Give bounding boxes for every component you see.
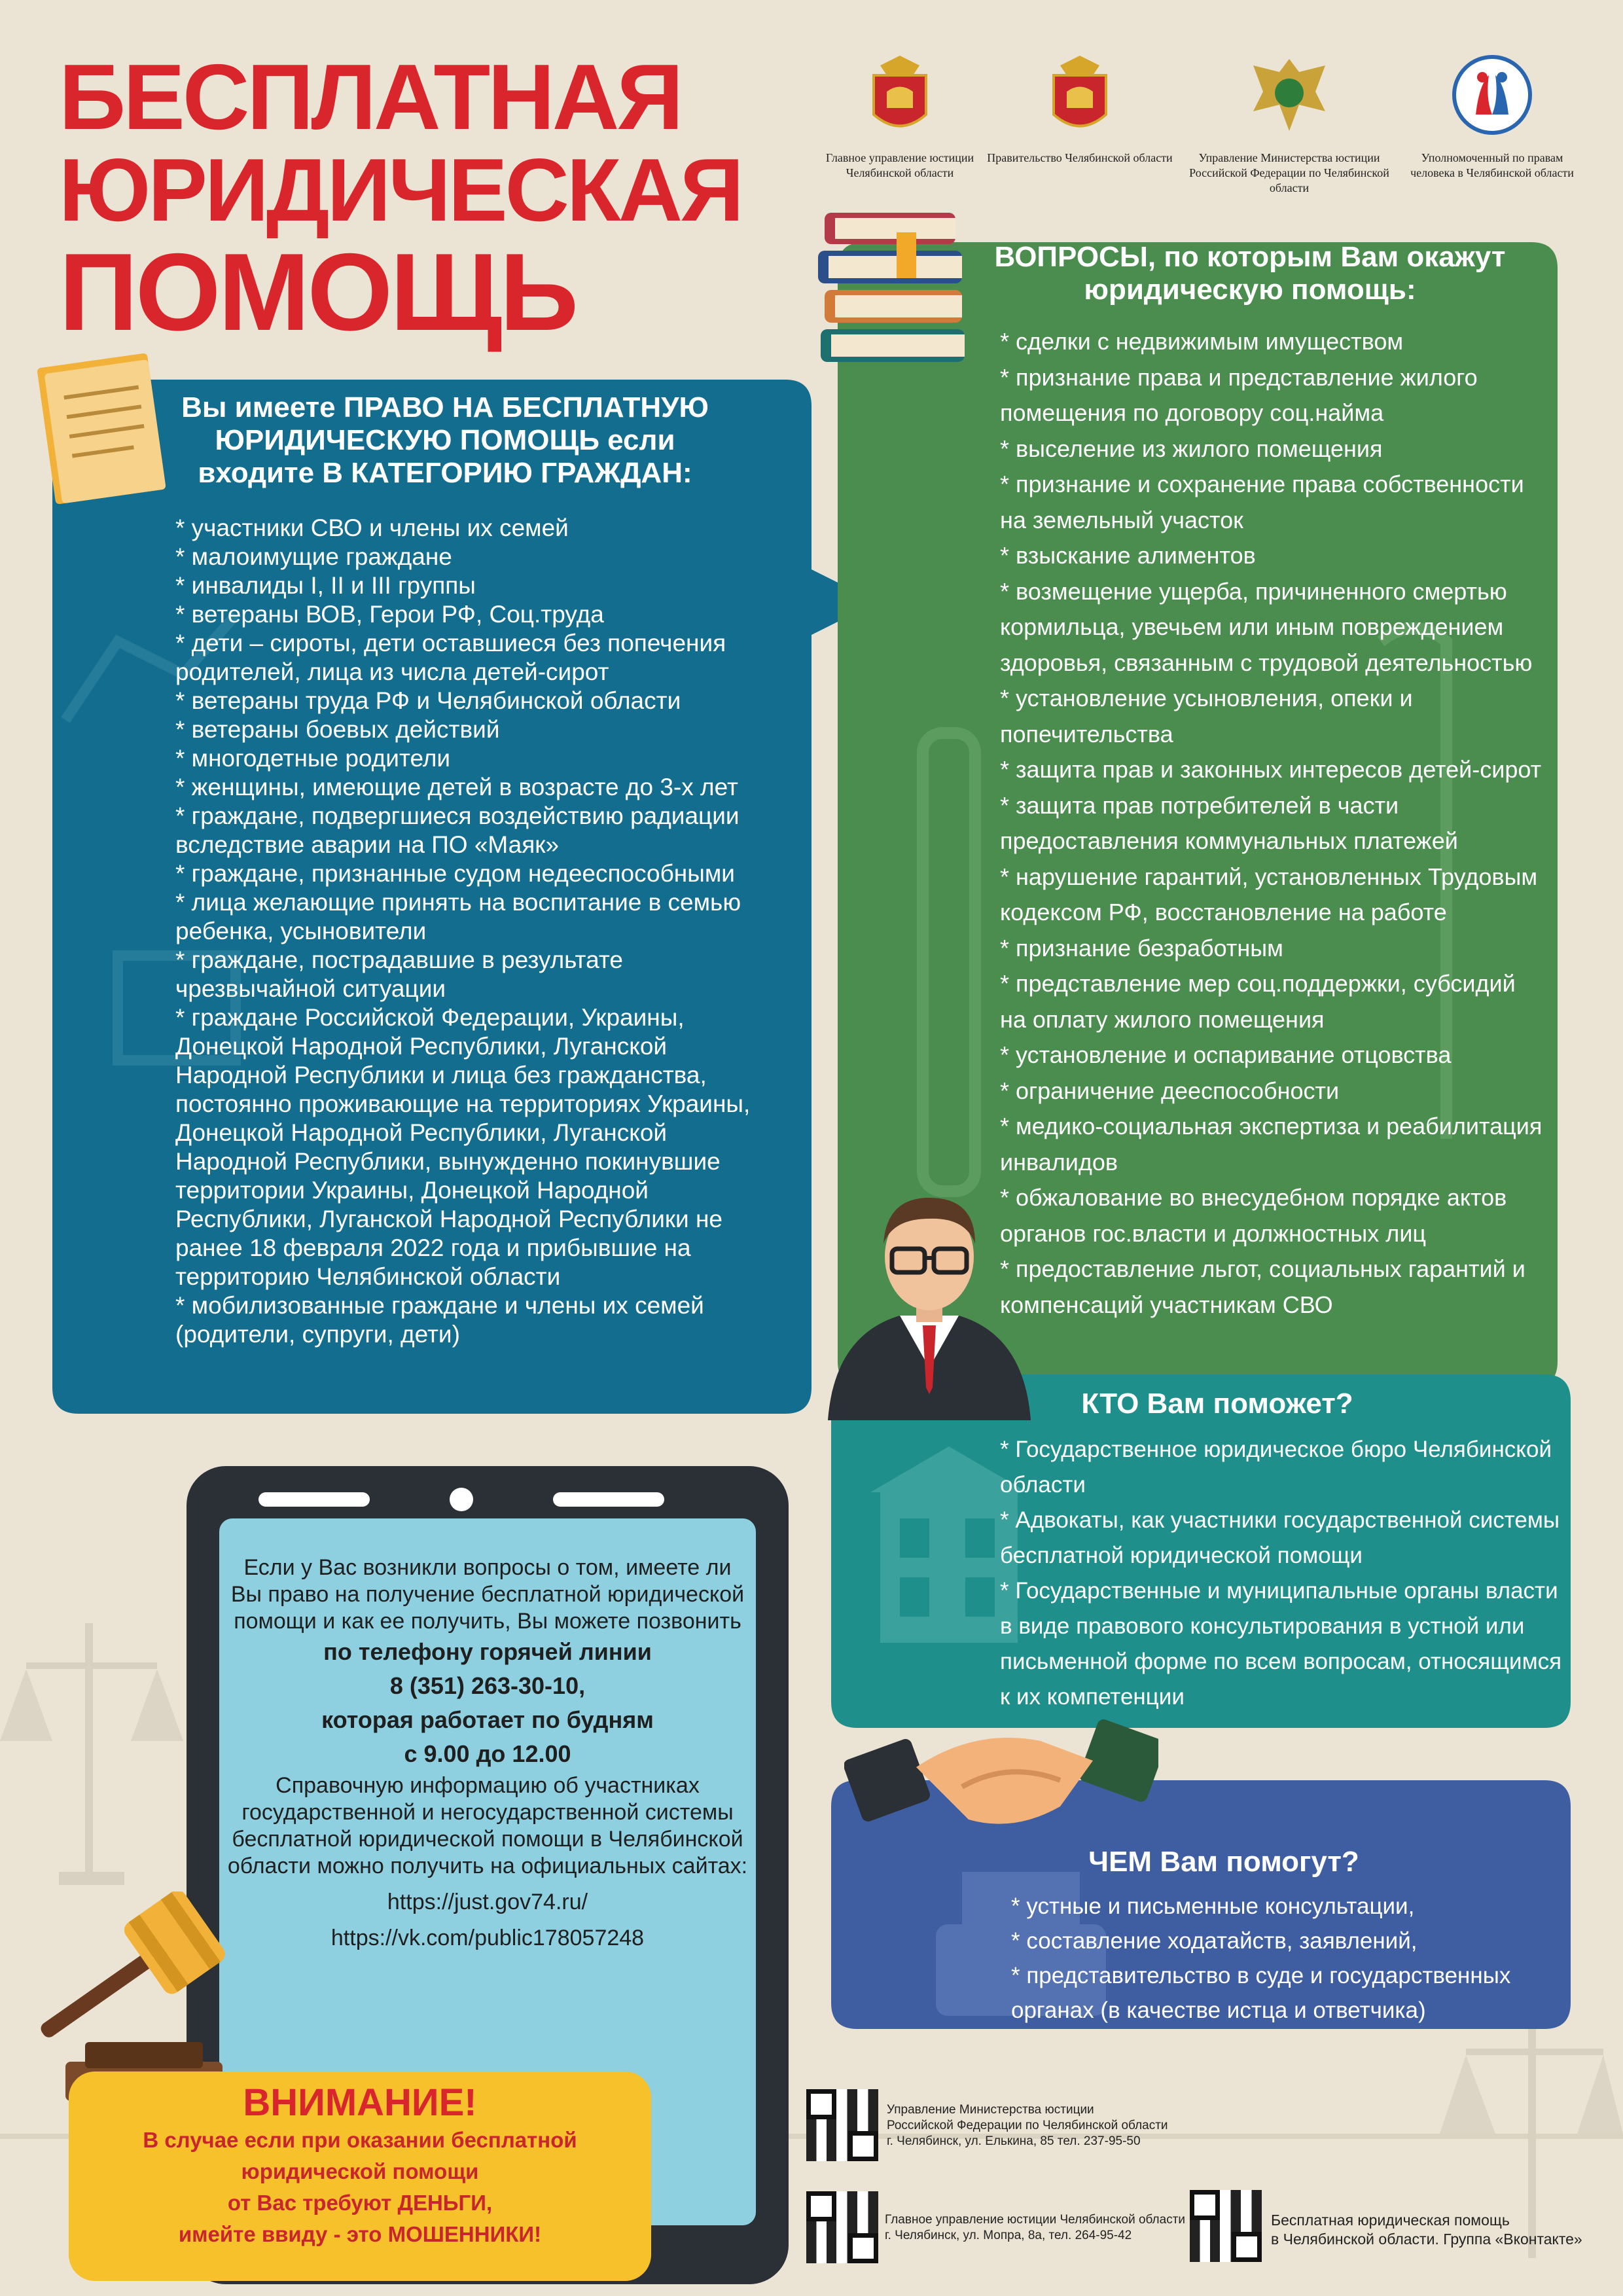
chelyabinsk-emblem-icon [1047,52,1113,137]
site-link-just[interactable]: https://just.gov74.ru/ [387,1890,588,1914]
logo-label: Главное управление юстиции Челябинской области [825,151,974,179]
list-item: * ветераны труда РФ и Челябинской области [175,687,681,714]
list-item: * представительство в суде и государственных органах (в качестве истца и ответчика) [1011,1963,1511,2023]
list-item: * Государственные и муниципальные органы власти в виде правового консультирования в устной или письменной форме по всем вопросам, относящимся к их компетенции [1000,1578,1562,1710]
hotline-hours: с 9.00 до 12.00 [404,1740,571,1767]
list-item: * ветераны ВОВ, Герои РФ, Соц.труда [175,601,604,628]
list-item: * составление ходатайств, заявлений, [1011,1928,1418,1954]
list-item: * защита прав и законных интересов детей-сирот [1000,756,1542,783]
logo-ombudsman [1400,52,1584,181]
title-line-1: БЕСПЛАТНАЯ [59,45,681,149]
minjust-eagle-icon [1247,52,1332,137]
list-item: * дети – сироты, дети оставшиеся без попечения родителей, лица из числа детей-сирот [175,630,726,685]
list-item: * мобилизованные граждане и члены их семей (родители, супруги, дети) [175,1292,704,1348]
document-icon [26,347,170,511]
logo-minjust [1171,52,1407,196]
logo-government [982,52,1178,166]
list-item: * возмещение ущерба, причиненного смертью кормильца, увечьем или иным повреждением здоровья, связанным с трудовой деятельностью [1000,577,1533,676]
title-line-2: ЮРИДИЧЕСКАЯ [59,140,741,240]
hotline-label: по телефону горячей линии [323,1638,652,1665]
contact-line: Главное управление юстиции Челябинской области [885,2213,1186,2227]
list-item: * представление мер соц.поддержки, субсидий на оплату жилого помещения [1000,970,1516,1033]
list-item: * Государственное юридическое бюро Челябинской области [1000,1437,1552,1498]
contact-line: г. Челябинск, ул. Мопра, 8а, тел. 264-95-42 [885,2229,1132,2242]
books-icon [812,206,982,363]
what-heading: ЧЕМ Вам помогут? [1088,1846,1359,1878]
phone-screen-text [226,1554,749,1952]
list-item: * граждане Российской Федерации, Украины, Донецкой Народной Республики, Луганской Народной Республики и лица без гражданства, постоянно проживающие на территориях Украины, Донецкой Народной Республики, Луганской Народной Республики, вынужденно покинувшие территории Украины, Донецкой Народной Республики, Луганской Народной Республики не ранее 18 февраля 2022 года и прибывшие на территорию Челябинской области [175,1004,751,1290]
list-item: * установление и оспаривание отцовства [1000,1041,1452,1068]
list-item: * обжалование во внесудебном порядке актов органов гос.власти и должностных лиц [1000,1184,1507,1247]
warning-line-2: юридической помощи [241,2159,479,2183]
list-item: * малоимущие граждане [175,543,452,570]
contact-line: в Челябинской области. Группа «Вконтакте» [1271,2231,1582,2248]
list-item: * ветераны боевых действий [175,716,500,743]
contact-vk [1271,2211,1582,2249]
logo-label: Уполномоченный по правам человека в Челябинской области [1410,151,1574,179]
who-list [1000,1432,1563,1715]
contact-line: г. Челябинск, ул. Елькина, 85 тел. 237-95-50 [887,2134,1141,2148]
questions-heading: ВОПРОСЫ, по которым Вам окажут юридическую помощь: [994,241,1506,306]
list-item: * выселение из жилого помещения [1000,435,1383,462]
list-item: * Адвокаты, как участники государственной системы бесплатной юридической помощи [1000,1507,1560,1568]
rights-list [175,514,777,1349]
warning-content [69,2081,651,2250]
lawyer-illustration [821,1172,1037,1420]
warning-line-1: В случае если при оказании бесплатной [143,2128,577,2152]
list-item: * сделки с недвижимым имуществом [1000,328,1404,355]
hotline-schedule: которая работает по будням [321,1706,654,1733]
chelyabinsk-emblem-icon [867,52,933,137]
contact-line: Российской Федерации по Челябинской области [887,2119,1168,2132]
rights-heading: Вы имеете ПРАВО НА БЕСПЛАТНУЮ ЮРИДИЧЕСКУЮ ПОМОЩЬ если входите В КАТЕГОРИЮ ГРАЖДАН: [181,391,709,489]
list-item: * нарушение гарантий, установленных Трудовым кодексом РФ, восстановление на работе [1000,863,1538,925]
site-link-vk[interactable]: https://vk.com/public178057248 [330,1926,645,1950]
scales-icon [0,1623,183,1885]
phone-intro: Если у Вас возникли вопросы о том, имеете ли Вы право на получение бесплатной юридической помощи и как ее получить, Вы можете позвонить [230,1555,745,1634]
warning-line-4: имейте ввиду - это МОШЕННИКИ! [178,2222,542,2246]
list-item: * предоставление льгот, социальных гарантий и компенсаций участникам СВО [1000,1255,1525,1318]
list-item: * признание безработным [1000,934,1283,961]
list-item: * защита прав потребителей в части предоставления коммунальных платежей [1000,791,1458,854]
list-item: * многодетные родители [175,745,451,772]
warning-title: ВНИМАНИЕ! [243,2081,477,2124]
contact-justice-main [885,2212,1185,2244]
list-item: * взыскание алиментов [1000,542,1256,569]
hotline-number[interactable]: 8 (351) 263-30-10, [389,1672,586,1699]
list-item: * граждане, признанные судом недееспособными [175,860,735,887]
contact-minjust [887,2102,1168,2149]
info-text: Справочную информацию об участниках государственной и негосударственной системы бесплатной юридической помощи в Челябинской области можно получить на официальных сайтах: [227,1773,748,1878]
list-item: * граждане, подвергшиеся воздействию радиации вследствие аварии на ПО «Маяк» [175,802,740,858]
qr-code-vk[interactable] [1190,2190,1262,2262]
list-item: * установление усыновления, опеки и попечительства [1000,685,1413,747]
handshake-icon [844,1689,1158,1859]
list-item: * граждане, пострадавшие в результате чрезвычайной ситуации [175,946,623,1002]
qr-code-justice-main[interactable] [806,2191,878,2263]
contact-line: Управление Министерства юстиции [887,2103,1094,2117]
list-item: * женщины, имеющие детей в возрасте до 3-х лет [175,774,738,800]
list-item: * ограничение дееспособности [1000,1077,1340,1104]
ombudsman-logo-icon [1450,52,1535,137]
list-item: * признание права и представление жилого помещения по договору соц.найма [1000,363,1478,426]
logo-justice-main [798,52,1001,181]
questions-list [1000,324,1543,1323]
list-item: * признание и сохранение права собственности на земельный участок [1000,471,1524,533]
what-list [1011,1889,1574,2028]
warning-line-3: от Вас требуют ДЕНЬГИ, [227,2191,493,2215]
logo-label: Управление Министерства юстиции Российской Федерации по Челябинской области [1189,151,1389,194]
title-line-3: ПОМОЩЬ [59,230,576,353]
contact-line: Бесплатная юридическая помощь [1271,2212,1510,2229]
list-item: * лица желающие принять на воспитание в семью ребенка, усыновители [175,889,741,944]
who-heading: КТО Вам поможет? [1081,1388,1353,1420]
list-item: * устные и письменные консультации, [1011,1893,1415,1919]
list-item: * медико-социальная экспертиза и реабилитация инвалидов [1000,1113,1543,1175]
list-item: * инвалиды I, II и III группы [175,572,476,599]
qr-code-minjust[interactable] [806,2089,878,2161]
list-item: * участники СВО и члены их семей [175,514,569,541]
logo-label: Правительство Челябинской области [987,151,1173,164]
